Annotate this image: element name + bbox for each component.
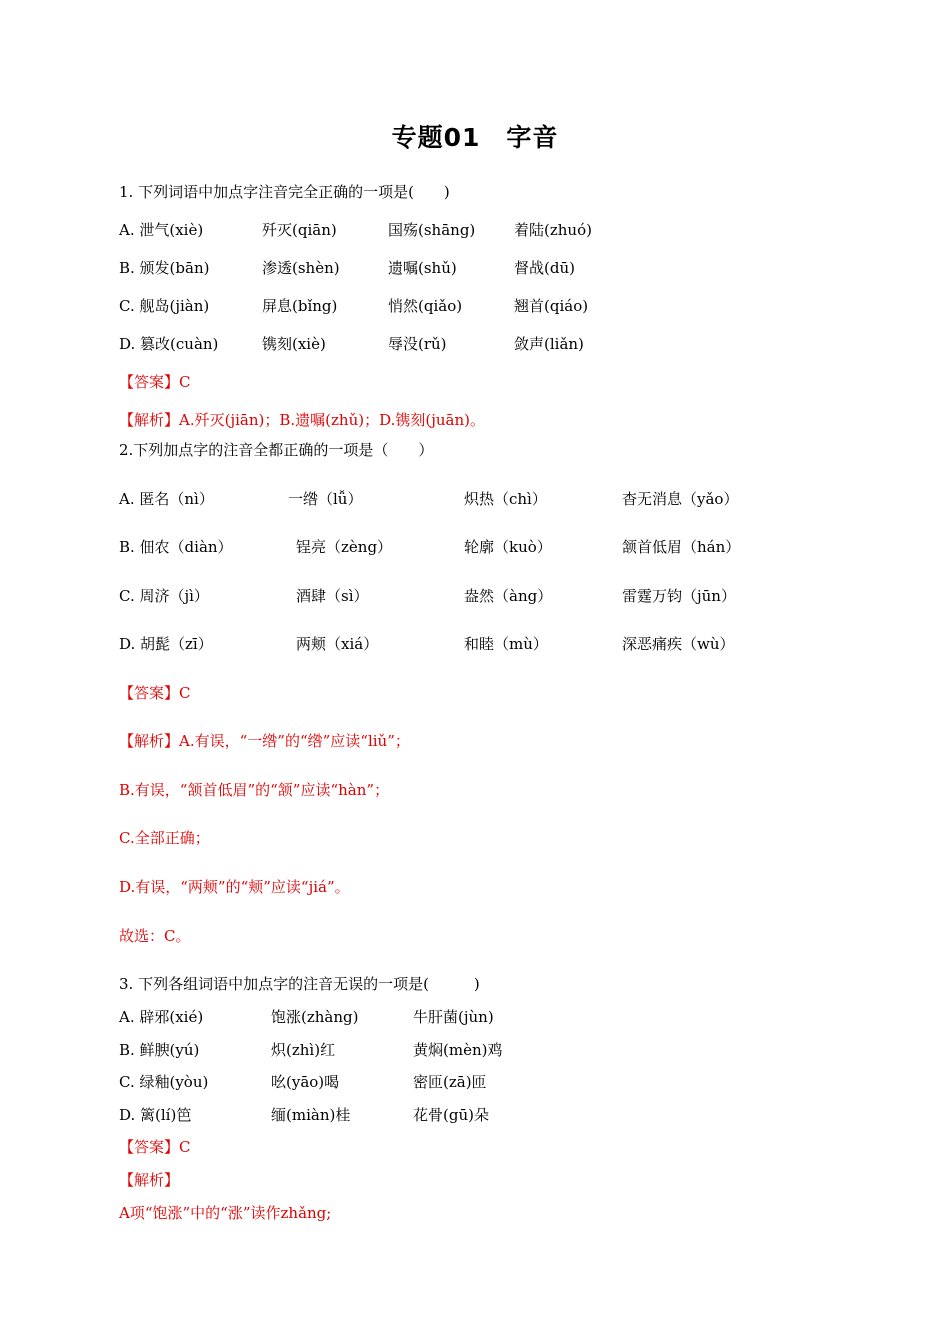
option-label: A. 辟邪(xié) xyxy=(119,1008,204,1026)
analysis-text: A.歼灭(jiān)；B.遗嘱(zhǔ)；D.镌刻(juān)。 xyxy=(179,411,485,429)
answer-tag: 【答案】 xyxy=(119,1138,180,1156)
option-word: 牛肝菌(jùn) xyxy=(413,1008,494,1026)
option-word: 遗嘱(shǔ) xyxy=(388,259,457,277)
answer-value: C xyxy=(179,373,191,391)
question-2-analysis xyxy=(119,731,410,751)
analysis-tag: 【解析】 xyxy=(119,732,180,750)
question-3-stem: 3. 下列各组词语中加点字的注音无误的一项是( ) xyxy=(119,975,480,993)
option-word: 密匝(zā)匝 xyxy=(413,1073,487,1091)
option-label: B. 佃农（diàn） xyxy=(119,538,233,556)
option-word: 屏息(bǐng) xyxy=(262,297,338,315)
option-label: C. 周济（jì） xyxy=(119,587,209,605)
option-label: D. 胡髭（zī） xyxy=(119,635,213,653)
question-1-analysis xyxy=(119,410,485,430)
option-word: 两颊（xiá） xyxy=(296,635,379,653)
option-word: 一绺（lǚ） xyxy=(288,490,363,508)
option-label: D. 篡改(cuàn) xyxy=(119,335,219,353)
question-3-analysis-tag: 【解析】 xyxy=(119,1171,180,1189)
option-label: B. 颁发(bān) xyxy=(119,259,210,277)
option-word: 深恶痛疾（wù） xyxy=(622,635,735,653)
option-word: 颔首低眉（hán） xyxy=(622,538,741,556)
answer-tag: 【答案】 xyxy=(119,373,180,391)
analysis-line: C.全部正确； xyxy=(119,829,210,847)
answer-value: C xyxy=(179,1138,191,1156)
option-word: 镌刻(xiè) xyxy=(262,335,326,353)
option-label: C. 舰岛(jiàn) xyxy=(119,297,210,315)
option-word: 悄然(qiǎo) xyxy=(388,297,463,315)
analysis-conclusion: 故选：C。 xyxy=(119,927,191,945)
option-label: C. 绿釉(yòu) xyxy=(119,1073,209,1091)
page-title: 专题01 字音 xyxy=(391,123,559,152)
option-word: 歼灭(qiān) xyxy=(262,221,337,239)
option-word: 翘首(qiáo) xyxy=(514,297,589,315)
option-word: 饱涨(zhàng) xyxy=(271,1008,359,1026)
option-label: A. 泄气(xiè) xyxy=(119,221,204,239)
option-label: A. 匿名（nì） xyxy=(119,490,214,508)
question-2-stem: 2.下列加点字的注音全都正确的一项是（ ） xyxy=(119,441,434,459)
option-word: 酒肆（sì） xyxy=(296,587,369,605)
option-word: 炽(zhì)红 xyxy=(271,1041,336,1059)
option-word: 辱没(rǔ) xyxy=(388,335,447,353)
analysis-tag: 【解析】 xyxy=(119,411,180,429)
option-word: 和睦（mù） xyxy=(464,635,548,653)
option-word: 炽热（chì） xyxy=(464,490,547,508)
option-word: 锃亮（zèng） xyxy=(296,538,393,556)
option-word: 花骨(gū)朵 xyxy=(413,1106,489,1124)
option-word: 杳无消息（yǎo） xyxy=(622,490,739,508)
option-label: B. 鲜腴(yú) xyxy=(119,1041,200,1059)
option-word: 督战(dū) xyxy=(514,259,575,277)
option-label: D. 篱(lí)笆 xyxy=(119,1106,192,1124)
question-1-stem: 1. 下列词语中加点字注音完全正确的一项是( ) xyxy=(119,183,450,201)
option-word: 轮廓（kuò） xyxy=(464,538,552,556)
option-word: 黄焖(mèn)鸡 xyxy=(413,1041,503,1059)
answer-value: C xyxy=(179,684,191,702)
question-1-answer xyxy=(119,372,191,392)
question-3-answer xyxy=(119,1137,191,1157)
option-word: 敛声(liǎn) xyxy=(514,335,584,353)
option-word: 雷霆万钧（jūn） xyxy=(622,587,736,605)
option-word: 渗透(shèn) xyxy=(262,259,340,277)
analysis-line: A项“饱涨”中的“涨”读作zhǎng; xyxy=(119,1204,332,1222)
analysis-text: A.有误，“一绺”的“绺”应读“liǔ”； xyxy=(179,732,410,750)
analysis-line: D.有误，“两颊”的“颊”应读“jiá”。 xyxy=(119,878,350,896)
option-word: 国殇(shāng) xyxy=(388,221,476,239)
option-word: 吆(yāo)喝 xyxy=(271,1073,340,1091)
option-word: 盎然（àng） xyxy=(464,587,553,605)
option-word: 着陆(zhuó) xyxy=(514,221,592,239)
answer-tag: 【答案】 xyxy=(119,684,180,702)
analysis-line: B.有误，“颔首低眉”的“颔”应读“hàn”； xyxy=(119,781,390,799)
option-word: 缅(miàn)桂 xyxy=(271,1106,351,1124)
question-2-answer xyxy=(119,683,191,703)
